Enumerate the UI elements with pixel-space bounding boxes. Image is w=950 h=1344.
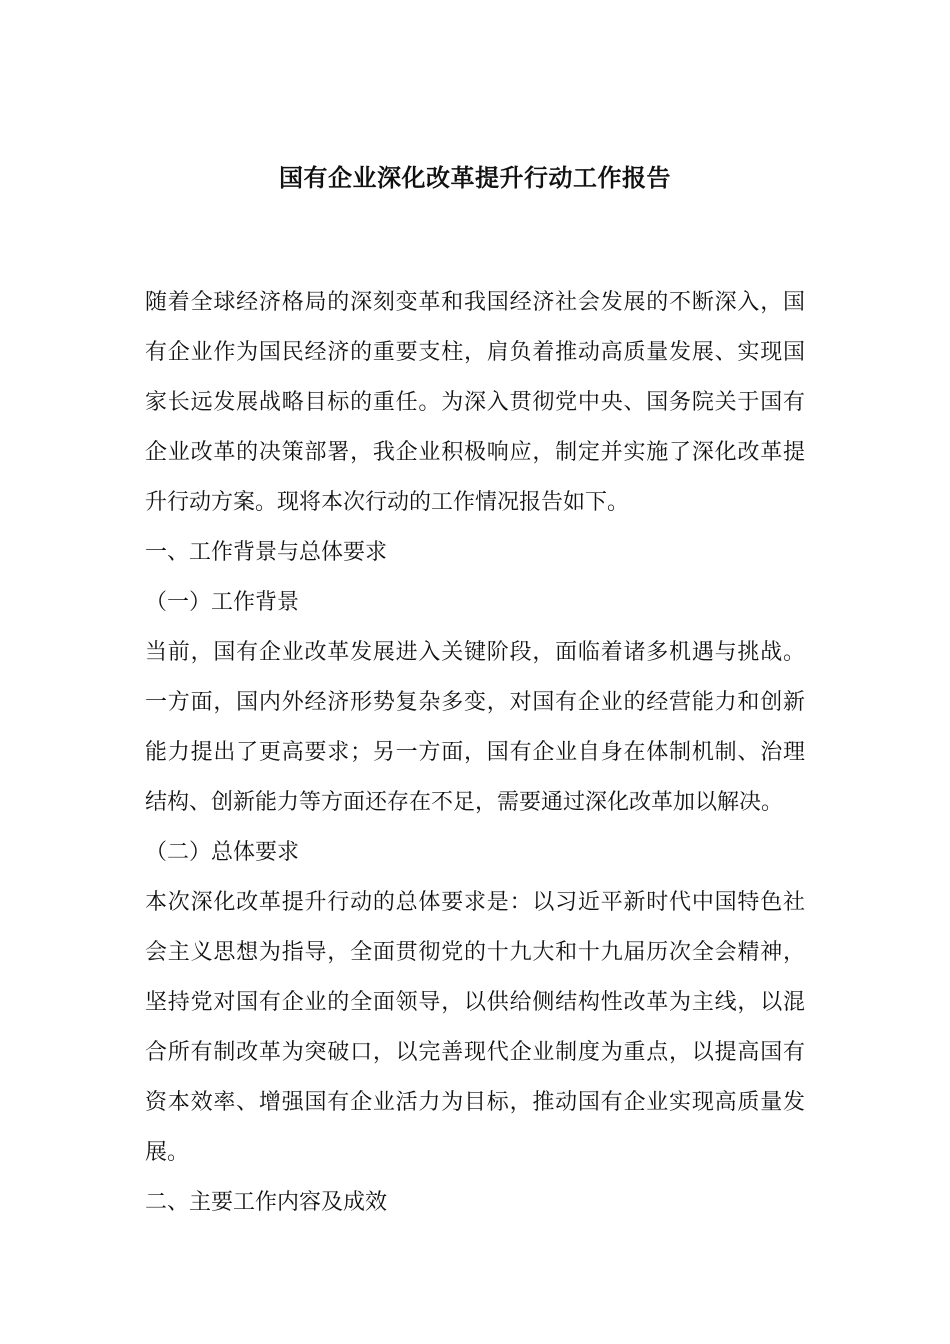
text-line: 资本效率、增强国有企业活力为目标，推动国有企业实现高质量发 bbox=[145, 1090, 805, 1115]
text-line: 本次深化改革提升行动的总体要求是：以习近平新时代中国特色社 bbox=[145, 890, 805, 915]
text-line: 企业改革的决策部署，我企业积极响应，制定并实施了深化改革提 bbox=[145, 440, 805, 465]
text-line: 坚持党对国有企业的全面领导，以供给侧结构性改革为主线，以混 bbox=[145, 990, 805, 1015]
text-line: 能力提出了更高要求；另一方面，国有企业自身在体制机制、治理 bbox=[145, 740, 805, 765]
text-line: 会主义思想为指导，全面贯彻党的十九大和十九届历次全会精神， bbox=[145, 940, 805, 965]
document-title: 国有企业深化改革提升行动工作报告 bbox=[279, 164, 671, 192]
text-line: 升行动方案。现将本次行动的工作情况报告如下。 bbox=[145, 490, 630, 515]
text-line: 有企业作为国民经济的重要支柱，肩负着推动高质量发展、实现国 bbox=[145, 340, 805, 365]
document-body bbox=[145, 278, 805, 1228]
text-line: 结构、创新能力等方面还存在不足，需要通过深化改革加以解决。 bbox=[145, 790, 784, 815]
text-line: （二）总体要求 bbox=[145, 840, 300, 865]
text-line: 展。 bbox=[145, 1140, 190, 1165]
text-line: 合所有制改革为突破口，以完善现代企业制度为重点，以提高国有 bbox=[145, 1040, 805, 1065]
text-line: 一、工作背景与总体要求 bbox=[145, 540, 388, 565]
text-line: 二、主要工作内容及成效 bbox=[145, 1190, 388, 1215]
text-line: 当前，国有企业改革发展进入关键阶段，面临着诸多机遇与挑战。 bbox=[145, 640, 805, 665]
text-line: 随着全球经济格局的深刻变革和我国经济社会发展的不断深入，国 bbox=[145, 290, 805, 315]
text-line: 一方面，国内外经济形势复杂多变，对国有企业的经营能力和创新 bbox=[145, 690, 805, 715]
text-line: （一）工作背景 bbox=[145, 590, 300, 615]
text-line: 家长远发展战略目标的重任。为深入贯彻党中央、国务院关于国有 bbox=[145, 390, 805, 415]
